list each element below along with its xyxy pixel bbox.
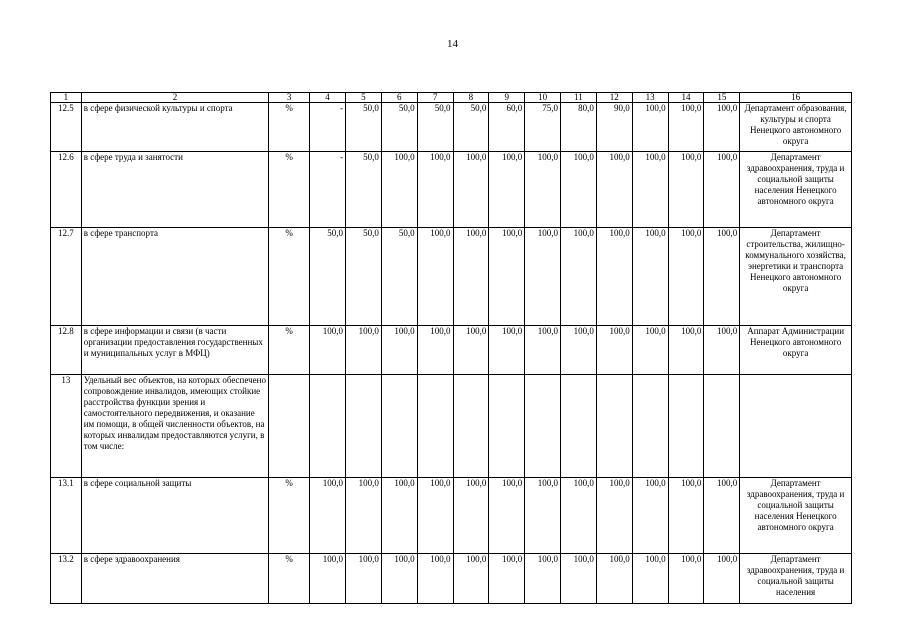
value-cell: 100,0: [704, 228, 740, 326]
unit-cell: %: [269, 103, 310, 152]
value-cell: 100,0: [489, 152, 525, 228]
value-cell: 100,0: [453, 478, 489, 554]
value-cell: [417, 375, 453, 478]
column-number-header: 1: [51, 93, 82, 103]
indicator-name-cell: в сфере физической культуры и спорта: [81, 103, 268, 152]
column-number-header: 13: [632, 93, 668, 103]
value-cell: [310, 375, 346, 478]
value-cell: 100,0: [417, 478, 453, 554]
column-number-header: 3: [269, 93, 310, 103]
row-number-cell: 12.7: [51, 228, 82, 326]
value-cell: 100,0: [561, 326, 597, 375]
value-cell: 100,0: [525, 326, 561, 375]
value-cell: 100,0: [704, 554, 740, 604]
value-cell: 50,0: [381, 228, 417, 326]
table-row: [51, 103, 852, 152]
value-cell: [596, 375, 632, 478]
column-number-header: 9: [489, 93, 525, 103]
value-cell: 100,0: [345, 478, 381, 554]
table-header-row: [51, 93, 852, 103]
column-number-header: 15: [704, 93, 740, 103]
value-cell: [561, 375, 597, 478]
value-cell: 50,0: [381, 103, 417, 152]
value-cell: 100,0: [453, 228, 489, 326]
value-cell: 100,0: [381, 326, 417, 375]
value-cell: 100,0: [668, 326, 704, 375]
value-cell: 100,0: [632, 103, 668, 152]
value-cell: 100,0: [453, 554, 489, 604]
value-cell: 100,0: [453, 152, 489, 228]
indicator-name-cell: в сфере социальной защиты: [81, 478, 268, 554]
value-cell: 100,0: [668, 103, 704, 152]
value-cell: 100,0: [489, 554, 525, 604]
column-number-header: 11: [561, 93, 597, 103]
value-cell: 100,0: [453, 326, 489, 375]
value-cell: 60,0: [489, 103, 525, 152]
value-cell: 100,0: [345, 326, 381, 375]
value-cell: 100,0: [345, 554, 381, 604]
value-cell: 50,0: [345, 103, 381, 152]
value-cell: -: [310, 103, 346, 152]
table-row: [51, 326, 852, 375]
table-row: [51, 554, 852, 604]
value-cell: 100,0: [417, 554, 453, 604]
column-number-header: 4: [310, 93, 346, 103]
value-cell: 100,0: [381, 554, 417, 604]
column-number-header: 5: [345, 93, 381, 103]
row-number-cell: 13.1: [51, 478, 82, 554]
value-cell: 100,0: [704, 326, 740, 375]
value-cell: 100,0: [561, 554, 597, 604]
value-cell: [704, 375, 740, 478]
table-row: [51, 152, 852, 228]
value-cell: 100,0: [417, 326, 453, 375]
table-row: [51, 375, 852, 478]
column-number-header: 7: [417, 93, 453, 103]
department-cell: Департамент здравоохранения, труда и социальной защиты населения: [740, 554, 852, 604]
value-cell: 100,0: [381, 478, 417, 554]
value-cell: 100,0: [561, 478, 597, 554]
value-cell: 100,0: [525, 152, 561, 228]
row-number-cell: 13: [51, 375, 82, 478]
value-cell: 100,0: [668, 478, 704, 554]
value-cell: -: [310, 152, 346, 228]
value-cell: 100,0: [668, 554, 704, 604]
value-cell: 50,0: [453, 103, 489, 152]
value-cell: 100,0: [381, 152, 417, 228]
table-row: [51, 478, 852, 554]
value-cell: [525, 375, 561, 478]
row-number-cell: 12.6: [51, 152, 82, 228]
value-cell: 100,0: [596, 326, 632, 375]
value-cell: 100,0: [632, 152, 668, 228]
value-cell: 50,0: [345, 228, 381, 326]
value-cell: 100,0: [489, 326, 525, 375]
column-number-header: 10: [525, 93, 561, 103]
row-number-cell: 13.2: [51, 554, 82, 604]
value-cell: 100,0: [561, 228, 597, 326]
column-number-header: 2: [81, 93, 268, 103]
column-number-header: 6: [381, 93, 417, 103]
column-number-header: 12: [596, 93, 632, 103]
value-cell: 100,0: [489, 478, 525, 554]
value-cell: 100,0: [489, 228, 525, 326]
value-cell: [345, 375, 381, 478]
value-cell: 100,0: [417, 228, 453, 326]
value-cell: 100,0: [668, 228, 704, 326]
department-cell: Департамент образования, культуры и спорта Ненецкого автономного округа: [740, 103, 852, 152]
value-cell: 100,0: [525, 554, 561, 604]
column-number-header: 14: [668, 93, 704, 103]
value-cell: 90,0: [596, 103, 632, 152]
value-cell: [489, 375, 525, 478]
unit-cell: %: [269, 478, 310, 554]
unit-cell: %: [269, 152, 310, 228]
value-cell: [632, 375, 668, 478]
indicator-name-cell: в сфере информации и связи (в части организации предоставления государственных и муниципальных услуг в МФЦ): [81, 326, 268, 375]
row-number-cell: 12.5: [51, 103, 82, 152]
column-number-header: 16: [740, 93, 852, 103]
department-cell: Департамент здравоохранения, труда и социальной защиты населения Ненецкого автономного округа: [740, 152, 852, 228]
value-cell: 100,0: [310, 478, 346, 554]
row-number-cell: 12.8: [51, 326, 82, 375]
value-cell: 100,0: [668, 152, 704, 228]
department-cell: Департамент здравоохранения, труда и социальной защиты населения Ненецкого автономного округа: [740, 478, 852, 554]
indicators-table: [50, 92, 852, 604]
value-cell: 100,0: [704, 152, 740, 228]
value-cell: [381, 375, 417, 478]
value-cell: 100,0: [632, 478, 668, 554]
unit-cell: [269, 375, 310, 478]
value-cell: 100,0: [632, 326, 668, 375]
value-cell: 100,0: [704, 103, 740, 152]
value-cell: 100,0: [632, 228, 668, 326]
value-cell: 100,0: [632, 554, 668, 604]
department-cell: Аппарат Администрации Ненецкого автономного округа: [740, 326, 852, 375]
value-cell: 100,0: [596, 228, 632, 326]
value-cell: [453, 375, 489, 478]
value-cell: 80,0: [561, 103, 597, 152]
value-cell: 100,0: [596, 152, 632, 228]
value-cell: 100,0: [310, 554, 346, 604]
table-row: [51, 228, 852, 326]
value-cell: 100,0: [704, 478, 740, 554]
value-cell: 100,0: [561, 152, 597, 228]
value-cell: 100,0: [417, 152, 453, 228]
page-number: 14: [447, 38, 458, 50]
column-number-header: 8: [453, 93, 489, 103]
value-cell: 100,0: [596, 478, 632, 554]
indicator-name-cell: Удельный вес объектов, на которых обеспечено сопровождение инвалидов, имеющих стойкие расстройства функции зрения и самостоятельного передвижения, и оказание им помощи, в общей численности объектов, на которых инвалидам предоставляются услуги, в том числе:: [81, 375, 268, 478]
value-cell: 100,0: [525, 228, 561, 326]
indicator-name-cell: в сфере труда и занятости: [81, 152, 268, 228]
department-cell: [740, 375, 852, 478]
value-cell: 75,0: [525, 103, 561, 152]
indicator-name-cell: в сфере транспорта: [81, 228, 268, 326]
unit-cell: %: [269, 228, 310, 326]
unit-cell: %: [269, 554, 310, 604]
value-cell: 100,0: [310, 326, 346, 375]
value-cell: 50,0: [310, 228, 346, 326]
indicator-name-cell: в сфере здравоохранения: [81, 554, 268, 604]
value-cell: 50,0: [345, 152, 381, 228]
department-cell: Департамент строительства, жилищно-коммунального хозяйства, энергетики и транспорта Ненецкого автономного округа: [740, 228, 852, 326]
value-cell: 50,0: [417, 103, 453, 152]
value-cell: [668, 375, 704, 478]
unit-cell: %: [269, 326, 310, 375]
value-cell: 100,0: [525, 478, 561, 554]
value-cell: 100,0: [596, 554, 632, 604]
